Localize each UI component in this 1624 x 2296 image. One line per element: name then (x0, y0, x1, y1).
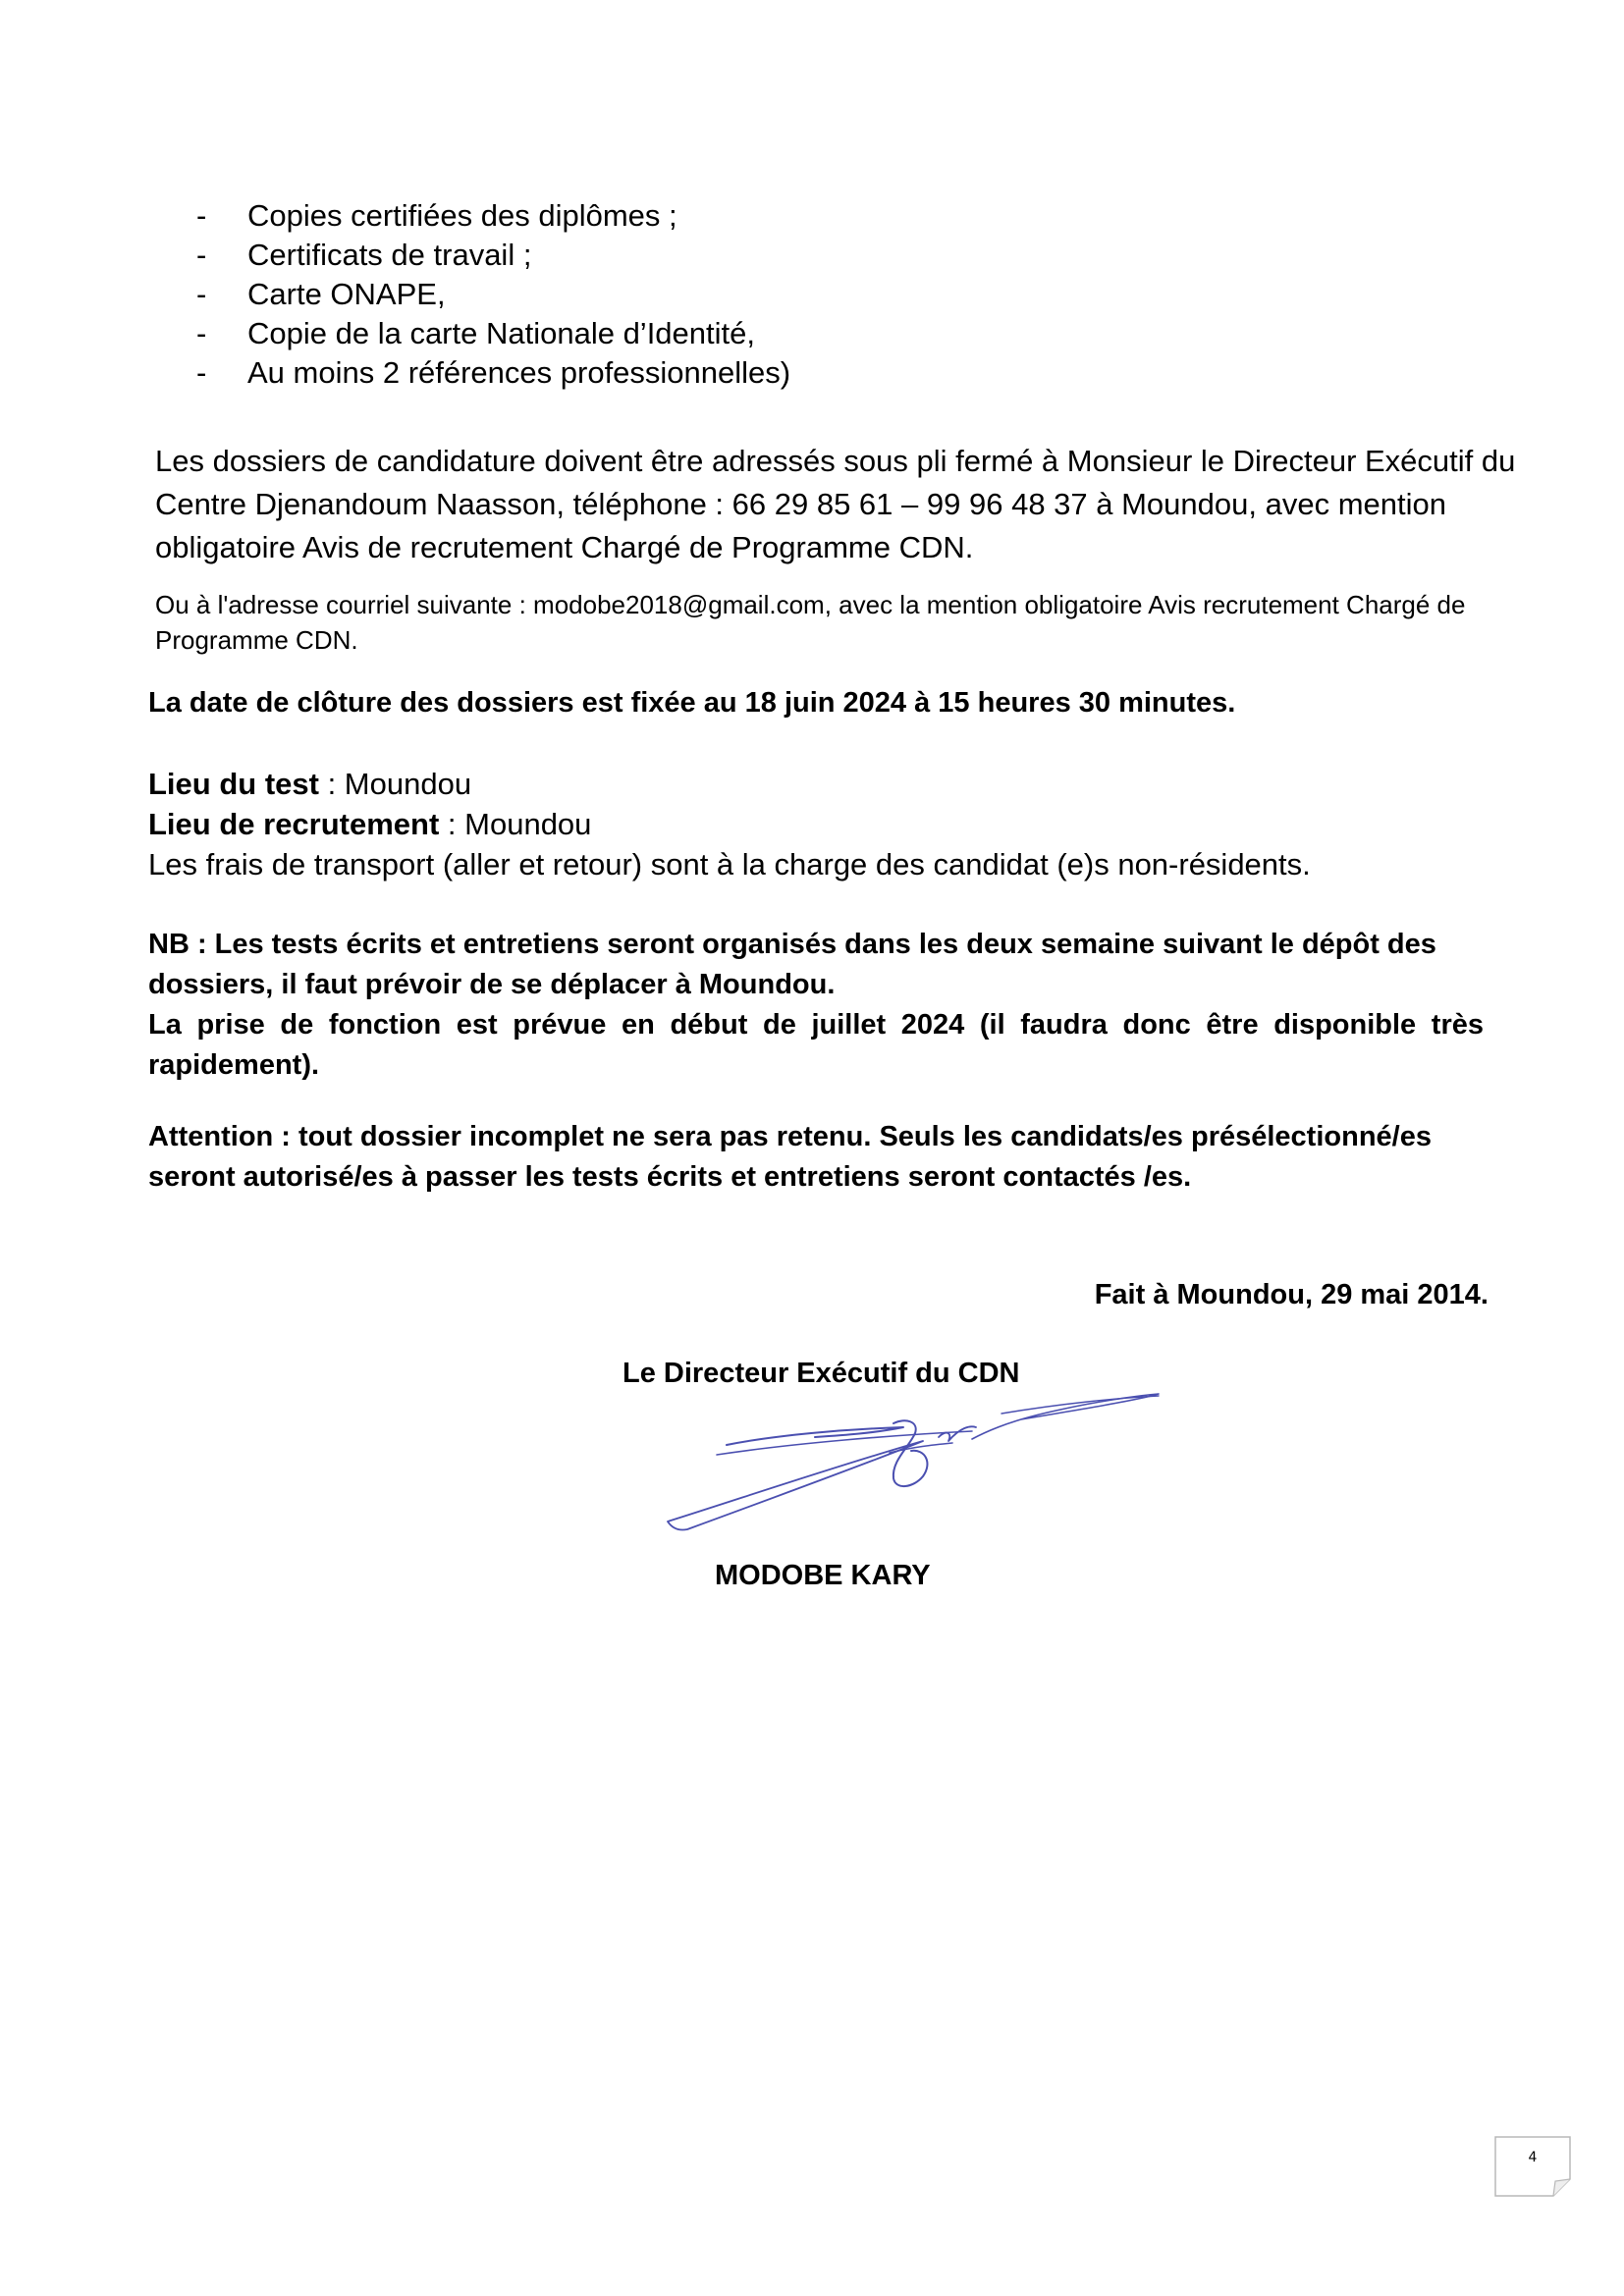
list-bullet: - (196, 277, 207, 311)
recruitment-location-label: Lieu de recrutement (148, 807, 440, 841)
recruitment-location-line (148, 804, 1523, 844)
nb-block (148, 925, 1484, 1086)
signatory-title: Le Directeur Exécutif du CDN (623, 1358, 1020, 1389)
page-number: 4 (1528, 2150, 1538, 2165)
handwritten-signature (648, 1384, 1178, 1541)
list-bullet: - (196, 198, 207, 233)
location-block (148, 764, 1523, 884)
list-item-text: Certificats de travail ; (247, 238, 532, 272)
application-address-paragraph: Les dossiers de candidature doivent être adressés sous pli fermé à Monsieur le Directeur Exécutif du Centre Djenandoum Naasson, téléphone : 66 29 85 61 – 99 96 48 37 à Moundou, avec mention obligatoire Avis de recrutement Chargé de Programme CDN. (155, 444, 1516, 564)
page-number-box (1494, 2136, 1571, 2197)
list-bullet: - (196, 355, 207, 390)
nb-tests-note: NB : Les tests écrits et entretiens seront organisés dans les deux semaine suivant le dépôt des dossiers, il faut prévoir de se déplacer à Moundou. (148, 929, 1436, 1000)
list-item-text: Carte ONAPE, (247, 277, 446, 311)
test-location-value: : Moundou (318, 767, 472, 801)
closing-date: La date de clôture des dossiers est fixée au 18 juin 2024 à 15 heures 30 minutes. (148, 687, 1236, 719)
transport-note: Les frais de transport (aller et retour) sont à la charge des candidat (e)s non-résidents. (148, 847, 1311, 881)
test-location-line (148, 764, 1523, 804)
nb-start-date-note: La prise de fonction est prévue en début de juillet 2024 (il faudra donc être disponible très rapidement). (148, 1009, 1484, 1081)
list-item (196, 314, 790, 353)
signatory-name: MODOBE KARY (715, 1560, 931, 1591)
list-bullet: - (196, 238, 207, 272)
list-item-text: Copie de la carte Nationale d’Identité, (247, 316, 755, 350)
place-and-date: Fait à Moundou, 29 mai 2014. (1094, 1279, 1489, 1310)
recruitment-location-value: : Moundou (439, 807, 592, 841)
list-item (196, 275, 790, 314)
list-item (196, 196, 790, 236)
list-item-text: Copies certifiées des diplômes ; (247, 198, 677, 233)
list-item-text: Au moins 2 références professionnelles) (247, 355, 791, 390)
list-bullet: - (196, 316, 207, 350)
list-item (196, 236, 790, 275)
attention-note: Attention : tout dossier incomplet ne sera pas retenu. Seuls les candidats/es présélectionné/es seront autorisé/es à passer les tests écrits et entretiens seront contactés /es. (148, 1121, 1432, 1193)
test-location-label: Lieu du test (148, 767, 319, 801)
application-email-paragraph: Ou à l'adresse courriel suivante : modobe2018@gmail.com, avec la mention obligatoire Avis recrutement Chargé de Programme CDN. (155, 590, 1466, 655)
required-documents-list (196, 196, 790, 393)
list-item (196, 353, 790, 393)
